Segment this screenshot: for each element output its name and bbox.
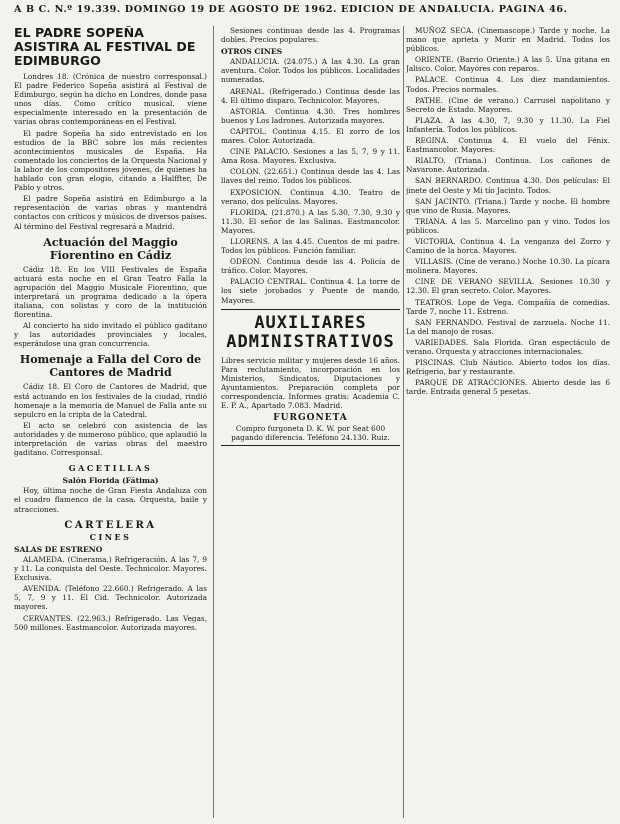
listing: REGINA. Continua 4. El vuelo del Fénix. Eastmancolor. Mayores. xyxy=(406,136,610,155)
section-gacetillas: GACETILLAS xyxy=(68,463,153,474)
section-salas-estreno: SALAS DE ESTRENO xyxy=(14,544,103,554)
headline-sopena: EL PADRE SOPEÑA ASISTIRA AL FESTIVAL DE EDIMBURGO xyxy=(14,26,196,68)
listing: TEATROS. Lope de Vega. Compañía de comedias. Tarde 7, noche 11. Estreno. xyxy=(406,297,610,316)
listing: ODEON. Continua desde las 4. Policía de tráfico. Color. Mayores. xyxy=(221,257,400,276)
paragraph: El padre Sopeña asistirá en Edimburgo a la representación de varias obras y mantendrá contactos con críticos y músicos de diversos países. Al término del Festival regresará a Madrid. xyxy=(14,194,207,231)
listing: VILLASIS. (Cine de verano.) Noche 10.30. La pícara molinera. Mayores. xyxy=(406,257,610,276)
listing: PALACIO CENTRAL. Continua 4. La torre de los siete jorobados y Puente de mando. Mayores. xyxy=(221,277,400,305)
paragraph: Sesiones continuas desde las 4. Programas dobles. Precios populares. xyxy=(221,26,400,45)
headline-falla: Homenaje a Falla del Coro de Cantores de Madrid xyxy=(19,353,202,380)
page-header: A B C. N.º 19.339. DOMINGO 19 DE AGOSTO DE 1962. EDICION DE ANDALUCIA. PAGINA 46. xyxy=(14,4,568,15)
listing: ALAMEDA. (Cinerama.) Refrigeración. A las 7, 9 y 11. La conquista del Oeste. Technicolor. Mayores. Exclusiva. xyxy=(14,554,207,583)
paragraph: Londres 18. (Crónica de nuestro corresponsal.) El padre Federico Sopeña asistirá al Festival de Edimburgo, según ha dicho en Londres, donde pasa unos días. Como crítico musical, viene especialmente interesado en la presentación de varias obras contemporáneas en el Festival. xyxy=(14,72,207,127)
paragraph: El padre Sopeña ha sido entrevistado en los estudios de la BBC sobre los más recientes acontecimientos musicales de España. Ha comentado los conciertos de la Orquesta Nacional y la labor de los compositores jóvenes, de quienes ha hablado con gran elogio, citando a Halffter, De Pablo y otros. xyxy=(14,128,207,193)
ad-body: Libres servicio militar y mujeres desde 16 años. Para reclutamiento, incorporación en los Ministerios, Sindicatos, Diputaciones y Ayuntamientos. Preparación completa por correspondencia. Informes gratis: Academia C. E. P. A., Apartado 7.083. Madrid. xyxy=(221,355,400,411)
listing: PARQUE DE ATRACCIONES. Abierto desde las 6 tarde. Entrada general 5 pesetas. xyxy=(406,378,610,397)
ad-furgoneta-title: FURGONETA xyxy=(273,413,348,424)
column-divider xyxy=(403,26,404,818)
listing: CINE DE VERANO SEVILLA. Sesiones 10.30 y 12.30. El gran secreto. Color. Mayores. xyxy=(406,277,610,296)
listing: SAN BERNARDO. Continua 4.30. Dos películas: El jinete del Oeste y Mi tío Jacinto. Todos. xyxy=(406,176,610,195)
ad-title: AUXILIARES ADMINISTRATIVOS xyxy=(226,312,395,352)
listing: ASTORIA. Continua 4.30. Tres hombres buenos y Los ladrones. Autorizada mayores. xyxy=(221,106,400,125)
headline-maggio: Actuación del Maggio Fiorentino en Cádiz xyxy=(43,235,178,262)
column-1 xyxy=(14,26,207,818)
listing: PISCINAS. Club Náutico. Abierto todos los días. Refrigerio, bar y restaurante. xyxy=(406,358,610,377)
listing: COLON. (22.651.) Continua desde las 4. Las llaves del reino. Todos los públicos. xyxy=(221,167,400,186)
listing: FLORIDA. (21.870.) A las 5.30, 7.30, 9.30 y 11.30. El señor de las Salinas. Eastmancolor. Mayores. xyxy=(221,207,400,235)
listing: CINE PALACIO. Sesiones a las 5, 7, 9 y 11. Ama Rosa. Mayores. Exclusiva. xyxy=(221,147,400,166)
listing: SAN JACINTO. (Triana.) Tarde y noche. El hombre que vino de Rusia. Mayores. xyxy=(406,196,610,215)
listing: EXPOSICION. Continua 4.30. Teatro de verano, dos películas. Mayores. xyxy=(221,187,400,206)
paragraph: Hoy, última noche de Gran Fiesta Andaluza con el cuadro flamenco de la casa. Orquesta, baile y atracciones. xyxy=(14,486,207,514)
listing: AVENIDA. (Teléfono 22.660.) Refrigerado. A las 5, 7, 9 y 11. El Cid. Technicolor. Autorizada mayores. xyxy=(14,584,207,612)
column-2 xyxy=(221,26,400,818)
section-cartelera: CARTELERA xyxy=(64,519,157,531)
listing: PLAZA. A las 4.30, 7, 9.30 y 11.30. La Fiel Infantería. Todos los públicos. xyxy=(406,115,610,134)
section-cines: CINES xyxy=(89,531,132,542)
listing: TRIANA. A las 5. Marcelino pan y vino. Todos los públicos. xyxy=(406,216,610,235)
listing: RIALTO. (Triana.) Continua. Los cañones de Navarone. Autorizada. xyxy=(406,156,610,175)
listing: CERVANTES. (22.963.) Refrigerado. Las Vegas, 500 millones. Eastmancolor. Autorizada mayores. xyxy=(14,613,207,632)
listing: VARIEDADES. Sala Florida. Gran espectáculo de verano. Orquesta y atracciones internacionales. xyxy=(406,337,610,356)
advertisement xyxy=(221,309,400,447)
listing: ORIENTE. (Barrio Oriente.) A las 5. Una gitana en Jalisco. Color. Mayores con reparos. xyxy=(406,55,610,74)
gacetilla-venue: Salón Florida (Fátima) xyxy=(62,476,159,486)
paragraph: Al concierto ha sido invitado el público gaditano y las autoridades provinciales y locales, esperándose una gran concurrencia. xyxy=(14,321,207,349)
column-3 xyxy=(406,26,610,818)
listing: LLORENS. A las 4.45. Cuentos de mi padre. Todos los públicos. Función familiar. xyxy=(221,236,400,256)
listing: PALACE. Continua 4. Los diez mandamientos. Todos. Precios normales. xyxy=(406,75,610,94)
column-divider xyxy=(213,26,214,818)
paragraph: Cádiz 18. El Coro de Cantores de Madrid, que está actuando en los festivales de la ciudad, rindió homenaje a la memoria de Manuel de Falla ante su sepulcro en la cripta de la Catedral. xyxy=(14,382,207,419)
listing: VICTORIA. Continua 4. La venganza del Zorro y Camino de la horca. Mayores. xyxy=(406,236,610,256)
listing: PATHE. (Cine de verano.) Carrusel napolitano y Secreto de Estado. Mayores. xyxy=(406,95,610,114)
ad-furgoneta-text: Compro furgoneta D. K. W. por Seat 600 pagando diferencia. Teléfono 24.130. Ruiz. xyxy=(231,424,390,443)
paragraph: El acto se celebró con asistencia de las autoridades y de numeroso público, que aplaudió la interpretación de varias obras del maestro gaditano. Corresponsal. xyxy=(14,420,207,458)
listing: MUÑOZ SECA. (Cinemascope.) Tarde y noche. La mano que aprieta y Morir en Madrid. Todos los públicos. xyxy=(406,26,610,54)
listing: ANDALUCIA. (24.075.) A las 4.30. La gran aventura. Color. Todos los públicos. Localidades numeradas. xyxy=(221,57,400,85)
listing: SAN FERNANDO. Festival de zarzuela. Noche 11. La del manojo de rosas. xyxy=(406,317,610,336)
listing: CAPITOL. Continua 4.15. El zorro de los mares. Color. Autorizada. xyxy=(221,126,400,146)
listing: ARENAL. (Refrigerado.) Continua desde las 4. El último disparo. Technicolor. Mayores. xyxy=(221,86,400,105)
section-otros-cines: OTROS CINES xyxy=(221,47,283,57)
paragraph: Cádiz 18. En los VIII Festivales de España actuará esta noche en el Gran Teatro Falla la agrupación del Maggio Musicale Fiorentino, que interpretará un programa dedicado a la ópera italiana, con solistas y coro de la institución florentina. xyxy=(14,264,207,320)
